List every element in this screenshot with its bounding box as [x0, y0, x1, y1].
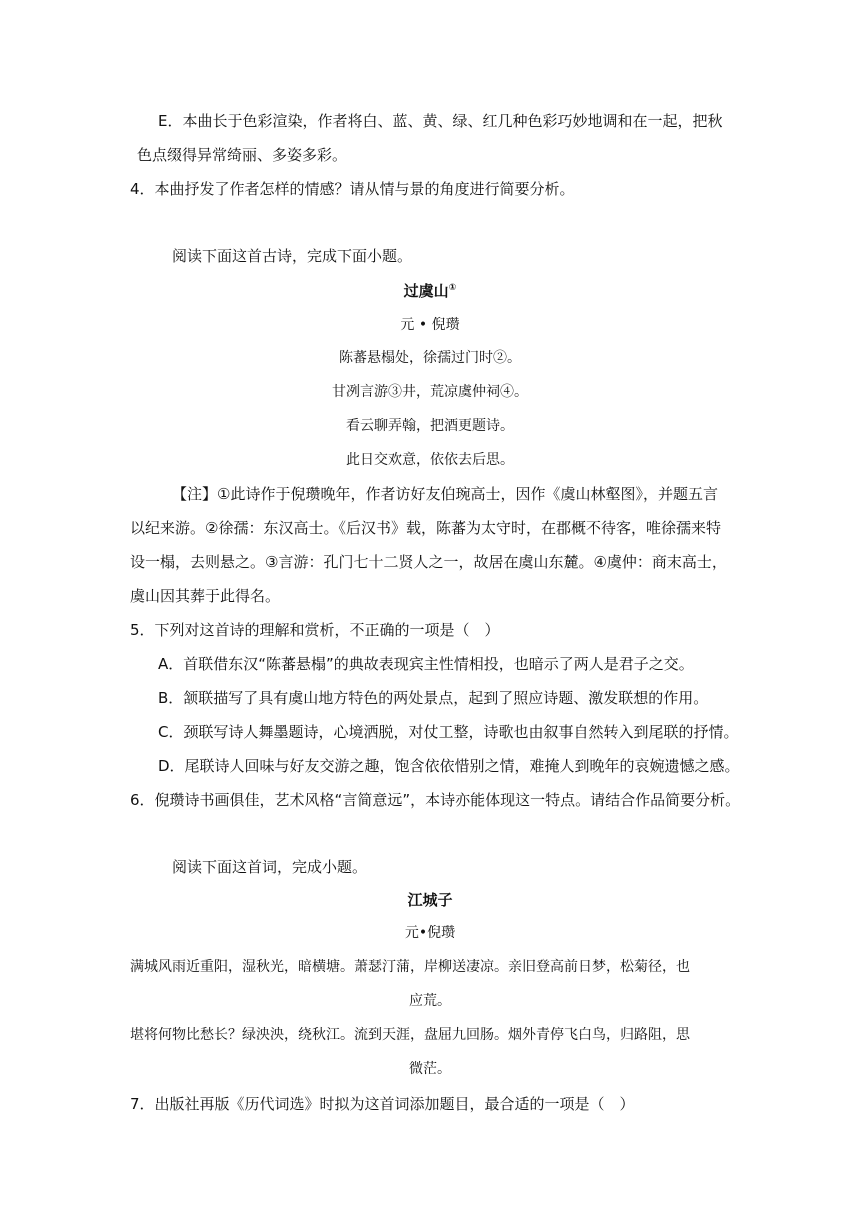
poem-line-2: 甘冽言游③井，荒凉虞仲祠④。 — [332, 384, 528, 400]
poem-note-line3: 设一榻，去则悬之。③言游：孔门七十二贤人之一，故居在虞山东麓。④虞仲：商末高士， — [130, 553, 727, 571]
question-5: 5．下列对这首诗的理解和赏析，不正确的一项是（ ） — [130, 621, 500, 639]
poem-line-3: 看云聊弄翰，把酒更题诗。 — [346, 418, 514, 434]
poem-note-line4: 虞山因其葬于此得名。 — [130, 587, 281, 605]
poem-note-line2: 以纪来游。②徐孺：东汉高士。《后汉书》载，陈蕃为太守时，在郡概不待客，唯徐孺来特 — [130, 519, 721, 537]
q3-option-e-line1: E．本曲长于色彩渲染，作者将白、蓝、黄、绿、红几种色彩巧妙地调和在一起，把秋 — [158, 112, 723, 130]
question-5-option-d: D．尾联诗人回味与好友交游之趣，饱含依依惜别之情，难掩人到晚年的哀婉遗憾之感。 — [158, 757, 740, 775]
question-4: 4．本曲抒发了作者怎样的情感？请从情与景的角度进行简要分析。 — [130, 180, 575, 198]
poem-line-4: 此日交欢意，依依去后思。 — [346, 452, 514, 468]
poem-title: 过虞山① — [403, 282, 457, 300]
ci-stanza1-line2: 应荒。 — [409, 993, 451, 1009]
question-7: 7．出版社再版《历代词选》时拟为这首词添加题目，最合适的一项是（ ） — [130, 1095, 635, 1113]
poem-line-1: 陈蕃悬榻处，徐孺过门时②。 — [339, 350, 521, 366]
poem-title-note-mark: ① — [448, 283, 457, 293]
section2-intro: 阅读下面这首古诗，完成下面小题。 — [172, 247, 413, 265]
ci-stanza2-line2: 微茫。 — [409, 1061, 451, 1077]
question-6: 6．倪瓒诗书画俱佳，艺术风格“言简意远”，本诗亦能体现这一特点。请结合作品简要分析。 — [130, 791, 741, 809]
question-5-option-b: B．颔联描写了具有虞山地方特色的两处景点，起到了照应诗题、激发联想的作用。 — [158, 689, 709, 707]
question-5-option-c: C．颈联写诗人舞墨题诗，心境洒脱，对仗工整，诗歌也由叙事自然转入到尾联的抒情。 — [158, 723, 739, 741]
ci-stanza1-line1: 满城风雨近重阳，湿秋光，暗横塘。萧瑟汀蒲，岸柳送凄凉。亲旧登高前日梦，松菊径，也 — [130, 959, 690, 975]
question-5-option-a: A．首联借东汉“陈蕃悬榻”的典故表现宾主性情相投，也暗示了两人是君子之交。 — [158, 655, 694, 673]
poem-note-line1: 【注】①此诗作于倪瓒晚年，作者访好友伯琬高士，因作《虞山林壑图》，并题五言 — [172, 485, 718, 503]
ci-author: 元•倪瓒 — [404, 925, 456, 941]
ci-stanza2-line1: 堪将何物比愁长？绿泱泱，绕秋江。流到天涯，盘屈九回肠。烟外青停飞白鸟，归路阻，思 — [130, 1027, 690, 1043]
q3-option-e-line2: 色点缀得异常绮丽、多姿多彩。 — [137, 146, 348, 164]
ci-title: 江城子 — [407, 891, 453, 909]
poem-author: 元 • 倪瓒 — [400, 317, 460, 333]
section3-intro: 阅读下面这首词，完成小题。 — [172, 858, 368, 876]
